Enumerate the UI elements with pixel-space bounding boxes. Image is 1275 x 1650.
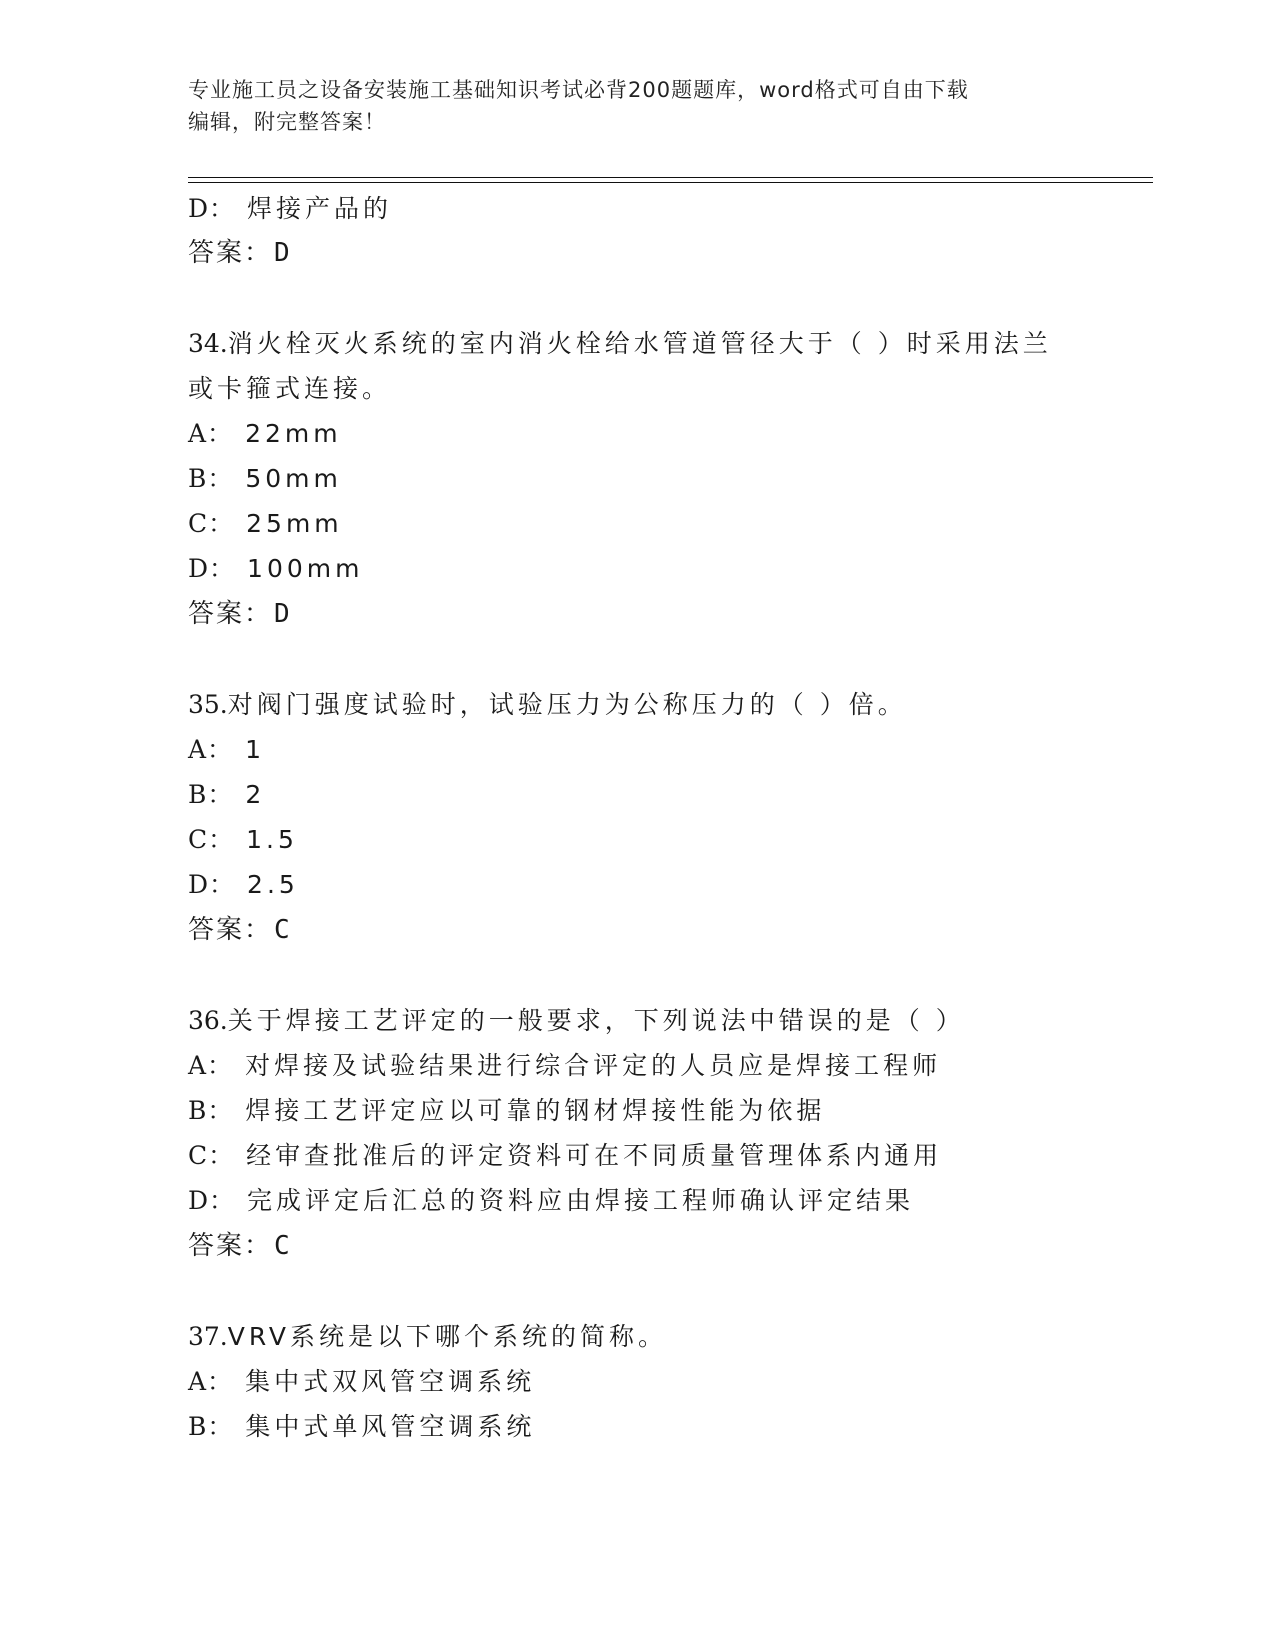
option-key: C：: [188, 509, 235, 538]
question-number: 37.: [188, 1322, 228, 1351]
option-key: B：: [188, 1412, 234, 1441]
option-key: D：: [188, 194, 236, 223]
option-key: B：: [188, 780, 234, 809]
question-37-option-b: [188, 1411, 535, 1443]
question-number: 35.: [188, 690, 228, 719]
header-title-line-2: 编辑，附完整答案！: [188, 110, 386, 134]
question-36-option-b: [188, 1095, 825, 1127]
option-key: D：: [188, 554, 236, 583]
question-35-option-d: [188, 869, 299, 901]
prev-question-answer: [188, 237, 290, 269]
question-34-text: [188, 328, 1052, 360]
question-37-option-a: [188, 1366, 535, 1398]
question-35-answer: [188, 914, 290, 946]
question-37-text: [188, 1321, 667, 1353]
option-key: A：: [188, 1367, 234, 1396]
option-text: 1.5: [246, 825, 298, 854]
option-key: D：: [188, 1186, 236, 1215]
option-text: 焊接产品的: [247, 194, 393, 223]
question-34-answer: [188, 598, 290, 630]
question-34-option-b: [188, 463, 342, 495]
option-text: 集中式双风管空调系统: [245, 1367, 536, 1396]
answer-value: D: [274, 238, 290, 268]
question-36-answer: [188, 1230, 290, 1262]
answer-value: C: [274, 1231, 290, 1261]
question-35-text: [188, 689, 907, 721]
option-text: 焊接工艺评定应以可靠的钢材焊接性能为依据: [245, 1096, 826, 1125]
option-key: B：: [188, 464, 234, 493]
option-text: 1: [245, 735, 265, 764]
document-header: [188, 74, 1088, 138]
question-text-line-2: 或卡箍式连接。: [188, 374, 392, 403]
question-34-option-c: [188, 508, 343, 540]
option-text: 对焊接及试验结果进行综合评定的人员应是焊接工程师: [245, 1051, 942, 1080]
question-35-option-b: [188, 779, 265, 811]
question-36-text: [188, 1005, 965, 1037]
option-key: C：: [188, 1141, 235, 1170]
answer-label: 答案：: [188, 599, 273, 629]
question-text-line-1: 消火栓灭火系统的室内消火栓给水管道管径大于（ ）时采用法兰: [227, 329, 1052, 358]
answer-value: C: [274, 915, 290, 945]
question-number: 36.: [188, 1006, 228, 1035]
prev-question-option-d: [188, 193, 392, 225]
header-title-line-1: 专业施工员之设备安装施工基础知识考试必背200题题库，word格式可自由下载: [188, 78, 969, 102]
answer-label: 答案：: [188, 1231, 273, 1261]
question-36-option-d: [188, 1185, 914, 1217]
option-key: A：: [188, 735, 234, 764]
option-text: 2.5: [247, 870, 299, 899]
question-text-line-1: 对阀门强度试验时，试验压力为公称压力的（ ）倍。: [227, 690, 907, 719]
question-text-line-1: VRV系统是以下哪个系统的简称。: [227, 1322, 667, 1351]
question-34-text-continued: [188, 373, 391, 405]
question-35-option-c: [188, 824, 298, 856]
option-text: 100mm: [247, 554, 364, 583]
option-text: 完成评定后汇总的资料应由焊接工程师确认评定结果: [247, 1186, 915, 1215]
option-text: 50mm: [245, 464, 342, 493]
answer-value: D: [274, 599, 290, 629]
question-34-option-d: [188, 553, 363, 585]
question-36-option-c: [188, 1140, 942, 1172]
question-34-option-a: [188, 418, 342, 450]
option-text: 25mm: [246, 509, 343, 538]
answer-label: 答案：: [188, 915, 273, 945]
header-divider: [188, 177, 1153, 183]
option-key: C：: [188, 825, 235, 854]
question-text-line-1: 关于焊接工艺评定的一般要求，下列说法中错误的是（ ）: [227, 1006, 965, 1035]
answer-label: 答案：: [188, 238, 273, 268]
option-text: 22mm: [245, 419, 342, 448]
question-35-option-a: [188, 734, 265, 766]
option-key: A：: [188, 419, 234, 448]
option-key: B：: [188, 1096, 234, 1125]
option-key: A：: [188, 1051, 234, 1080]
option-text: 集中式单风管空调系统: [245, 1412, 536, 1441]
question-36-option-a: [188, 1050, 941, 1082]
option-key: D：: [188, 870, 236, 899]
option-text: 2: [245, 780, 266, 809]
option-text: 经审查批准后的评定资料可在不同质量管理体系内通用: [246, 1141, 943, 1170]
question-number: 34.: [188, 329, 228, 358]
